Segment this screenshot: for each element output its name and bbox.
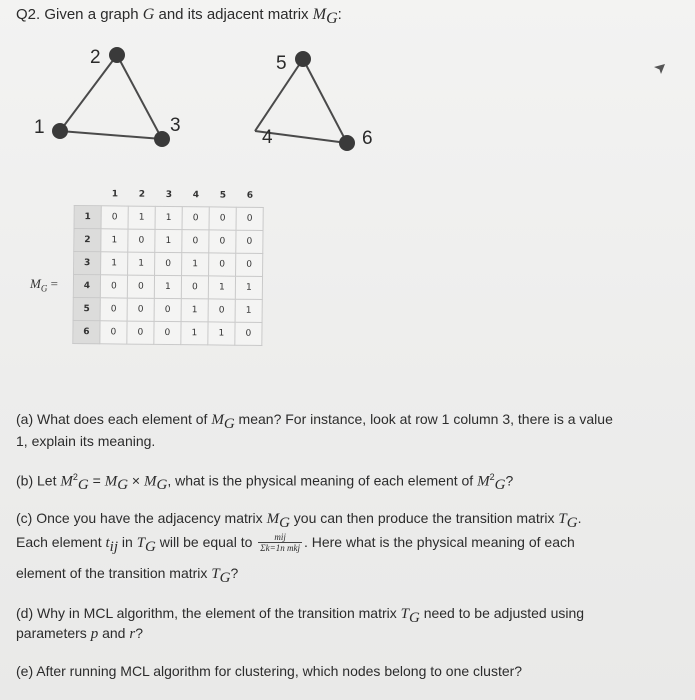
matrix-row	[73, 297, 262, 322]
matrix-cell: 0	[155, 252, 182, 275]
matrix-cell: 0	[127, 298, 154, 321]
adjacency-matrix	[72, 183, 264, 346]
edge-5-6	[303, 59, 347, 143]
matrix-cell: 0	[236, 230, 263, 253]
question-b: (b) Let $M^2_G = M_G \times M_G$, what is the physical meaning of each element of $M^2_G$?	[16, 472, 514, 494]
edge-2-3	[117, 55, 162, 139]
node-5	[295, 51, 311, 67]
node-6	[339, 135, 355, 151]
graph-diagram	[0, 0, 695, 180]
matrix-cell: 0	[100, 275, 127, 298]
matrix-cell: 0	[209, 253, 236, 276]
matrix-cell: 0	[182, 230, 209, 253]
column-header: 3	[165, 189, 173, 201]
column-header: 1	[111, 189, 119, 200]
node-label-5: 5	[276, 53, 287, 74]
node-label-1: 1	[34, 117, 45, 138]
matrix-header-row	[74, 183, 263, 207]
matrix-cell: 0	[100, 298, 127, 321]
row-header: 1	[74, 206, 101, 229]
matrix-row	[73, 275, 262, 300]
matrix-cell: 1	[155, 206, 182, 229]
matrix-cell: 0	[101, 206, 128, 229]
column-header: 6	[246, 190, 254, 201]
matrix-cell: 0	[182, 207, 209, 230]
question-c-line3: element of the transition matrix $T_G$?	[16, 565, 239, 586]
column-header: 4	[192, 190, 200, 201]
matrix-cell: 1	[101, 252, 128, 275]
matrix-cell: 0	[236, 207, 263, 230]
matrix-corner	[74, 183, 101, 206]
matrix-row	[74, 252, 263, 277]
question-d-line2: parameters p and r?	[16, 625, 143, 642]
matrix-cell: 0	[181, 276, 208, 299]
matrix-cell: 0	[208, 299, 235, 322]
matrix-cell: 1	[208, 276, 235, 299]
matrix-cell: 1	[155, 229, 182, 252]
matrix-cell: 1	[101, 229, 128, 252]
column-header: 5	[219, 190, 227, 201]
matrix-cell: 0	[127, 321, 154, 344]
node-label-6: 6	[362, 128, 373, 149]
row-header: 5	[73, 297, 100, 320]
matrix-row	[74, 229, 263, 254]
question-e: (e) After running MCL algorithm for clustering, which nodes belong to one cluster?	[16, 663, 523, 679]
question-d-line1: (d) Why in MCL algorithm, the element of the transition matrix $T_G$ need to be adjusted using	[16, 605, 585, 626]
edge-1-3	[60, 131, 162, 139]
matrix-cell: 0	[209, 207, 236, 230]
matrix-cell: 0	[236, 253, 263, 276]
matrix-cell: 0	[209, 230, 236, 253]
matrix-cell: 0	[154, 298, 181, 321]
column-header: 2	[138, 189, 146, 200]
matrix-label: $M_G$ =	[30, 276, 58, 294]
node-2	[109, 47, 125, 63]
node-3	[154, 131, 170, 147]
row-header: 3	[74, 252, 101, 275]
matrix-cell: 0	[235, 322, 262, 345]
question-c-line2: Each element $t_{ij}$ in $T_G$ will be equal to $\frac{\text{mij}}{\text{Σk=1n mkj}}$ . Here what is the physical meaning of each	[16, 532, 575, 555]
matrix-cell: 1	[182, 253, 209, 276]
transition-fraction: $\frac{\text{mij}}{\text{Σk=1n mkj}}$	[260, 532, 300, 554]
matrix-cell: 0	[100, 321, 127, 344]
matrix-row	[74, 206, 263, 231]
row-header: 2	[74, 229, 101, 252]
matrix-cell: 1	[208, 322, 235, 345]
question-title: Q2. Given a graph G and its adjacent matrix $M_G$:	[16, 6, 342, 27]
matrix-cell: 1	[128, 252, 155, 275]
matrix-cell: 1	[154, 275, 181, 298]
node-label-2: 2	[90, 47, 101, 68]
edge-1-2	[60, 55, 117, 131]
node-label-4: 4	[262, 127, 273, 148]
question-a-line2: 1, explain its meaning.	[16, 433, 156, 449]
matrix-row	[73, 320, 262, 345]
matrix-cell: 1	[181, 299, 208, 322]
matrix-cell: 1	[235, 276, 262, 299]
row-header: 6	[73, 320, 100, 343]
matrix-cell: 0	[154, 321, 181, 344]
matrix-cell: 0	[127, 275, 154, 298]
mouse-pointer-icon	[653, 62, 667, 76]
matrix-cell: 1	[128, 206, 155, 229]
row-header: 4	[73, 275, 100, 298]
matrix-cell: 0	[128, 229, 155, 252]
matrix-cell: 1	[181, 322, 208, 345]
node-label-3: 3	[170, 115, 181, 136]
node-1	[52, 123, 68, 139]
question-a-line1: (a) What does each element of $M_G$ mean? For instance, look at row 1 column 3, there is a value	[16, 411, 613, 432]
matrix-cell: 1	[235, 299, 262, 322]
question-c-line1: (c) Once you have the adjacency matrix $M_G$ you can then produce the transition matrix $T_G$.	[16, 510, 582, 531]
